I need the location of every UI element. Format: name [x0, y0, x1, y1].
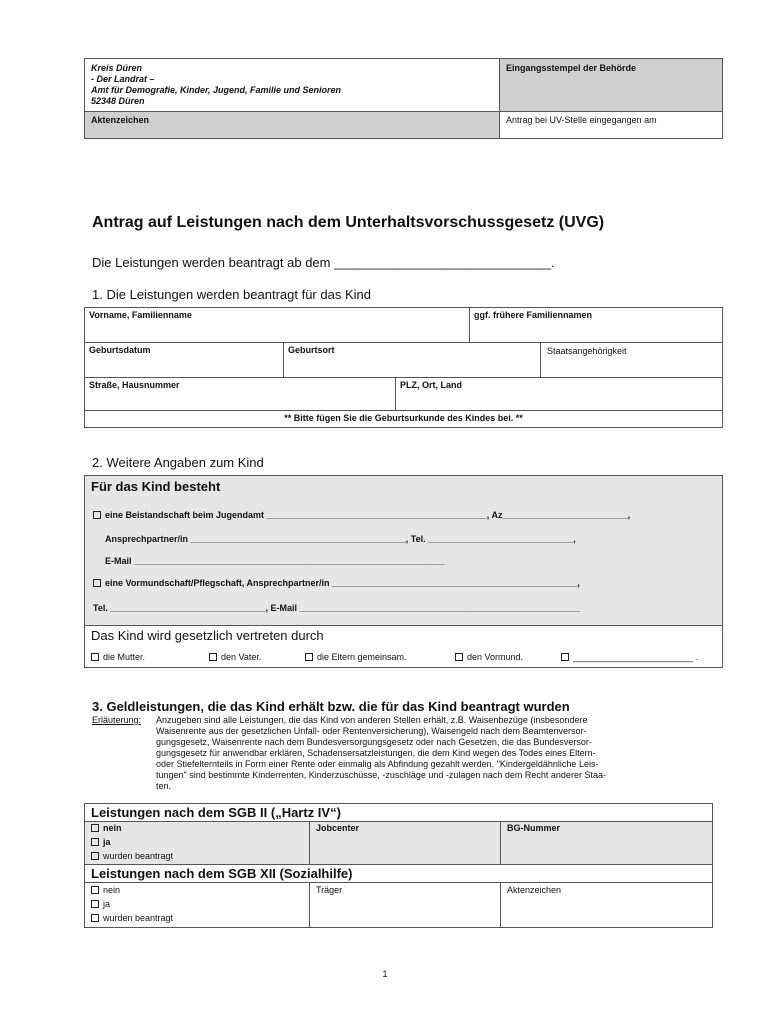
- sgb2-title-box: [84, 803, 713, 822]
- custody-box-title: Für das Kind besteht: [91, 479, 221, 494]
- sgb2-no-label: nein: [103, 823, 122, 833]
- mother-checkbox[interactable]: [91, 653, 99, 661]
- other-checkbox[interactable]: [561, 653, 569, 661]
- explanation-line: tungen" sind bestimmte Kinderrenten, Kinderzuschüsse, -zuschläge und -zulagen nach dem Recht anderer Staa-: [156, 770, 606, 780]
- file-number-label: Aktenzeichen: [91, 115, 150, 125]
- vormundschaft-text: eine Vormundschaft/Pflegschaft, Ansprechpartner/in _________________________________________________,: [105, 578, 580, 588]
- sgb12-title-box: [84, 864, 713, 883]
- explanation-line: Anzugeben sind alle Leistungen, die das Kind von anderen Stellen erhält, z.B. Waisenbezüge (insbesondere: [156, 715, 588, 725]
- explanation-label: Erläuterung:: [92, 715, 142, 725]
- vormundschaft-checkbox[interactable]: [93, 579, 101, 587]
- vormundschaft-row[interactable]: [93, 578, 580, 588]
- sgb12-yes-label: ja: [103, 899, 111, 909]
- option-mother[interactable]: [91, 652, 145, 662]
- sgb2-applied-checkbox[interactable]: [91, 852, 99, 860]
- dob-field[interactable]: [84, 342, 284, 378]
- section1-heading: 1. Die Leistungen werden beantragt für das Kind: [92, 287, 371, 302]
- jobcenter-label: Jobcenter: [316, 823, 360, 833]
- section2-heading: 2. Weitere Angaben zum Kind: [92, 455, 264, 470]
- dob-label: Geburtsdatum: [89, 345, 151, 355]
- carrier-field[interactable]: [309, 882, 501, 928]
- beistandschaft-checkbox[interactable]: [93, 511, 101, 519]
- parents-checkbox[interactable]: [305, 653, 313, 661]
- representation-title: Das Kind wird gesetzlich vertreten durch: [91, 628, 324, 643]
- file-number-box[interactable]: [84, 111, 500, 139]
- bg-number-label: BG-Nummer: [507, 823, 561, 833]
- sgb12-file-number-field[interactable]: [500, 882, 713, 928]
- child-name-field[interactable]: [84, 307, 470, 343]
- nationality-field[interactable]: [540, 342, 723, 378]
- former-names-label: ggf. frühere Familiennamen: [474, 310, 593, 320]
- child-name-label: Vorname, Familienname: [89, 310, 192, 320]
- option-other[interactable]: [561, 652, 698, 662]
- uv-received-box[interactable]: [499, 111, 723, 139]
- option-other-label: ________________________ .: [573, 652, 699, 662]
- option-parents[interactable]: [305, 652, 407, 662]
- sgb2-applied-label: wurden beantragt: [103, 851, 174, 861]
- birthplace-label: Geburtsort: [288, 345, 335, 355]
- sgb2-option-yes[interactable]: [91, 837, 111, 847]
- page-title: Antrag auf Leistungen nach dem Unterhaltsvorschussgesetz (UVG): [92, 214, 605, 231]
- beistandschaft-row[interactable]: [93, 510, 630, 520]
- sgb12-option-applied[interactable]: [91, 913, 173, 923]
- sgb2-title: Leistungen nach dem SGB II („Hartz IV“): [91, 805, 341, 820]
- birth-certificate-note: ** Bitte fügen Sie die Geburtsurkunde des Kindes bei. **: [284, 413, 523, 423]
- stamp-label: Eingangsstempel der Behörde: [506, 63, 637, 73]
- beistandschaft-text: eine Beistandschaft beim Jugendamt ____________________________________________, Az_________________________,: [105, 510, 631, 520]
- page-number: 1: [382, 969, 388, 979]
- email-row[interactable]: E-Mail ______________________________________________________________: [105, 556, 445, 566]
- contact-row[interactable]: Ansprechpartner/in ___________________________________________, Tel. _____________________________,: [105, 534, 576, 544]
- sgb2-option-no[interactable]: [91, 823, 122, 833]
- option-parents-label: die Eltern gemeinsam.: [317, 652, 407, 662]
- sgb12-applied-checkbox[interactable]: [91, 914, 99, 922]
- sgb12-no-label: nein: [103, 885, 121, 895]
- representation-box: [84, 625, 723, 668]
- explanation-line: Waisenrente aus der gesetzlichen Unfall- oder Rentenversicherung), Waisengeld nach dem Beamtenversor-: [156, 726, 587, 736]
- father-checkbox[interactable]: [209, 653, 217, 661]
- option-guardian[interactable]: [455, 652, 523, 662]
- birth-certificate-note-box: [84, 410, 723, 428]
- explanation-line: gungsgesetz für anwendbar erklären, Schadensersatzleistungen, die dem Kind wegen des Todes eines Eltern-: [156, 748, 596, 758]
- sgb12-file-number-label: Aktenzeichen: [507, 885, 562, 895]
- explanation-line: oder Stiefelternteils in Form einer Rente oder einmalig als Abfindung gezahlt werden. "Kindergeldähnliche Leis-: [156, 759, 599, 769]
- option-father-label: den Vater.: [221, 652, 262, 662]
- header-authority-box: [84, 58, 500, 112]
- city-field[interactable]: [395, 377, 723, 411]
- guardian-checkbox[interactable]: [455, 653, 463, 661]
- sgb12-yes-checkbox[interactable]: [91, 900, 99, 908]
- intro-line[interactable]: Die Leistungen werden beantragt ab dem ______________________________.: [92, 255, 555, 270]
- sgb2-yes-checkbox[interactable]: [91, 838, 99, 846]
- street-field[interactable]: [84, 377, 396, 411]
- option-mother-label: die Mutter.: [103, 652, 146, 662]
- option-father[interactable]: [209, 652, 261, 662]
- authority-line-3: Amt für Demografie, Kinder, Jugend, Familie und Senioren: [91, 85, 342, 95]
- former-names-field[interactable]: [469, 307, 723, 343]
- city-label: PLZ, Ort, Land: [400, 380, 462, 390]
- uv-received-label: Antrag bei UV-Stelle eingegangen am: [506, 115, 657, 125]
- sgb2-no-checkbox[interactable]: [91, 824, 99, 832]
- sgb2-yes-label: ja: [103, 837, 111, 847]
- authority-line-1: Kreis Düren: [91, 63, 143, 73]
- explanation-line: gungsgesetz, Waisenrente nach dem Bundesversorgungsgesetz oder nach Gesetzen, die das Bundesversor-: [156, 737, 592, 747]
- sgb2-option-applied[interactable]: [91, 851, 173, 861]
- sgb12-applied-label: wurden beantragt: [103, 913, 174, 923]
- section3-heading: 3. Geldleistungen, die das Kind erhält bzw. die für das Kind beantragt wurden: [92, 699, 570, 714]
- explanation-text: [156, 715, 716, 792]
- carrier-label: Träger: [316, 885, 343, 895]
- custody-box: [84, 475, 723, 626]
- sgb12-option-no[interactable]: [91, 885, 120, 895]
- jobcenter-field[interactable]: [309, 821, 501, 865]
- explanation-line: ten.: [156, 781, 172, 791]
- birthplace-field[interactable]: [283, 342, 541, 378]
- option-guardian-label: den Vormund.: [467, 652, 524, 662]
- sgb2-options-cell: [84, 821, 310, 865]
- bg-number-field[interactable]: [500, 821, 713, 865]
- tel-email-row[interactable]: Tel. _______________________________, E-Mail ________________________________________________________: [93, 603, 580, 613]
- stamp-box[interactable]: [499, 58, 723, 112]
- sgb12-options-cell: [84, 882, 310, 928]
- authority-line-2: - Der Landrat –: [91, 74, 155, 84]
- sgb12-option-yes[interactable]: [91, 899, 110, 909]
- street-label: Straße, Hausnummer: [89, 380, 180, 390]
- nationality-label: Staatsangehörigkeit: [547, 346, 627, 356]
- sgb12-no-checkbox[interactable]: [91, 886, 99, 894]
- authority-line-4: 52348 Düren: [91, 96, 145, 106]
- sgb12-title: Leistungen nach dem SGB XII (Sozialhilfe): [91, 866, 353, 881]
